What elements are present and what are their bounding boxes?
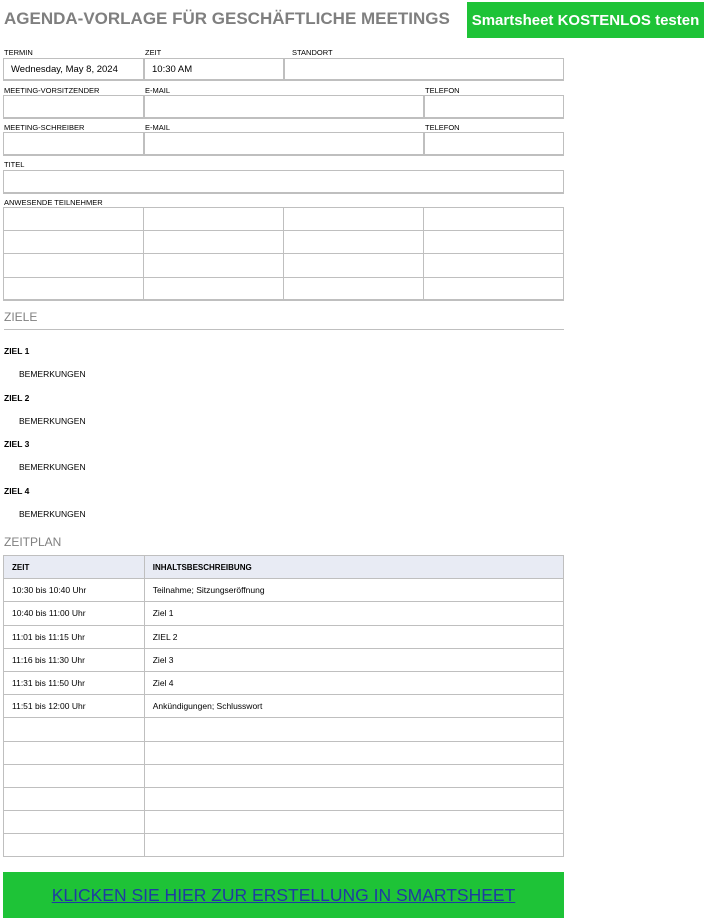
ziele-heading: ZIELE [4, 310, 38, 324]
table-row [4, 579, 564, 602]
zeitplan-zeit-cell[interactable]: 10:30 bis 10:40 Uhr [4, 579, 145, 602]
zeitplan-heading: ZEITPLAN [4, 535, 62, 549]
schreiber-telefon-field[interactable] [424, 132, 564, 156]
teilnehmer-cell[interactable] [4, 208, 144, 231]
standort-label: STANDORT [292, 48, 333, 57]
zeitplan-zeit-cell[interactable]: 11:16 bis 11:30 Uhr [4, 648, 145, 671]
zeitplan-zeit-cell[interactable]: 11:01 bis 11:15 Uhr [4, 625, 145, 648]
zeitplan-zeit-cell[interactable]: 11:51 bis 12:00 Uhr [4, 695, 145, 718]
zeitplan-col-zeit: ZEIT [4, 556, 145, 579]
teilnehmer-cell[interactable] [424, 277, 564, 300]
zeitplan-inhalt-cell[interactable] [144, 741, 563, 764]
schreiber-field[interactable] [3, 132, 144, 156]
zeitplan-inhalt-cell[interactable]: Ziel 1 [144, 602, 563, 625]
table-row [4, 671, 564, 694]
zeitplan-zeit-cell[interactable] [4, 741, 145, 764]
zeitplan-inhalt-cell[interactable]: Ziel 3 [144, 648, 563, 671]
zeitplan-zeit-cell[interactable] [4, 764, 145, 787]
schreiber-telefon-label: TELEFON [425, 123, 460, 132]
zeitplan-inhalt-cell[interactable] [144, 834, 563, 857]
teilnehmer-cell[interactable] [4, 231, 144, 254]
teilnehmer-cell[interactable] [284, 208, 424, 231]
table-row [4, 834, 564, 857]
teilnehmer-grid [3, 207, 564, 301]
teilnehmer-cell[interactable] [284, 254, 424, 277]
teilnehmer-cell[interactable] [284, 231, 424, 254]
standort-field[interactable] [284, 58, 564, 81]
teilnehmer-cell[interactable] [424, 208, 564, 231]
create-in-smartsheet-link[interactable]: KLICKEN SIE HIER ZUR ERSTELLUNG IN SMARTSHEET [51, 884, 516, 905]
table-row [4, 625, 564, 648]
zeitplan-zeit-cell[interactable]: 11:31 bis 11:50 Uhr [4, 671, 145, 694]
zeit-field[interactable]: 10:30 AM [144, 58, 284, 81]
teilnehmer-cell[interactable] [144, 208, 284, 231]
try-smartsheet-button[interactable]: Smartsheet KOSTENLOS testen [467, 2, 704, 38]
table-row [4, 695, 564, 718]
termin-field[interactable]: Wednesday, May 8, 2024 [3, 58, 144, 81]
zeitplan-zeit-cell[interactable] [4, 811, 145, 834]
ziel-1-label: ZIEL 1 [4, 346, 30, 356]
table-row [4, 741, 564, 764]
vorsitzender-email-field[interactable] [144, 95, 424, 119]
vorsitzender-label: MEETING-VORSITZENDER [4, 86, 100, 95]
schreiber-label: MEETING-SCHREIBER [4, 123, 85, 132]
ziel-2-note: BEMERKUNGEN [19, 416, 86, 426]
teilnehmer-cell[interactable] [144, 277, 284, 300]
titel-field[interactable] [3, 170, 564, 194]
titel-label: TITEL [4, 160, 25, 169]
table-row [4, 648, 564, 671]
zeit-label: ZEIT [145, 48, 162, 57]
zeitplan-zeit-cell[interactable] [4, 718, 145, 741]
ziel-3-note: BEMERKUNGEN [19, 462, 86, 472]
teilnehmer-cell[interactable] [4, 254, 144, 277]
ziel-1-note: BEMERKUNGEN [19, 369, 86, 379]
teilnehmer-cell[interactable] [144, 231, 284, 254]
zeitplan-inhalt-cell[interactable] [144, 787, 563, 810]
schreiber-email-field[interactable] [144, 132, 424, 156]
zeitplan-zeit-cell[interactable] [4, 787, 145, 810]
teilnehmer-cell[interactable] [144, 254, 284, 277]
ziel-4-label: ZIEL 4 [4, 486, 30, 496]
table-row [4, 764, 564, 787]
zeitplan-zeit-cell[interactable] [4, 834, 145, 857]
zeitplan-inhalt-cell[interactable] [144, 764, 563, 787]
zeitplan-zeit-cell[interactable]: 10:40 bis 11:00 Uhr [4, 602, 145, 625]
table-row [4, 787, 564, 810]
create-in-smartsheet-button[interactable] [3, 872, 564, 918]
zeitplan-inhalt-cell[interactable] [144, 718, 563, 741]
zeitplan-inhalt-cell[interactable]: ZIEL 2 [144, 625, 563, 648]
vorsitzender-telefon-label: TELEFON [425, 86, 460, 95]
schreiber-email-label: E-MAIL [145, 123, 171, 132]
termin-label: TERMIN [4, 48, 33, 57]
zeitplan-header-row [4, 556, 564, 579]
table-row [4, 811, 564, 834]
teilnehmer-cell[interactable] [424, 231, 564, 254]
ziel-4-note: BEMERKUNGEN [19, 509, 86, 519]
vorsitzender-telefon-field[interactable] [424, 95, 564, 119]
zeitplan-table [3, 555, 564, 857]
zeitplan-inhalt-cell[interactable]: Ankündigungen; Schlusswort [144, 695, 563, 718]
page-title: AGENDA-VORLAGE FÜR GESCHÄFTLICHE MEETINGS [4, 9, 450, 28]
vorsitzender-field[interactable] [3, 95, 144, 119]
zeitplan-inhalt-cell[interactable] [144, 811, 563, 834]
table-row [4, 718, 564, 741]
ziele-divider [4, 329, 564, 330]
vorsitzender-email-label: E-MAIL [145, 86, 171, 95]
teilnehmer-cell[interactable] [424, 254, 564, 277]
ziel-3-label: ZIEL 3 [4, 439, 30, 449]
zeitplan-inhalt-cell[interactable]: Teilnahme; Sitzungseröffnung [144, 579, 563, 602]
zeitplan-col-inhalt: INHALTSBESCHREIBUNG [144, 556, 563, 579]
teilnehmer-cell[interactable] [4, 277, 144, 300]
teilnehmer-label: ANWESENDE TEILNEHMER [4, 198, 103, 207]
zeitplan-inhalt-cell[interactable]: Ziel 4 [144, 671, 563, 694]
teilnehmer-cell[interactable] [284, 277, 424, 300]
ziel-2-label: ZIEL 2 [4, 393, 30, 403]
table-row [4, 602, 564, 625]
